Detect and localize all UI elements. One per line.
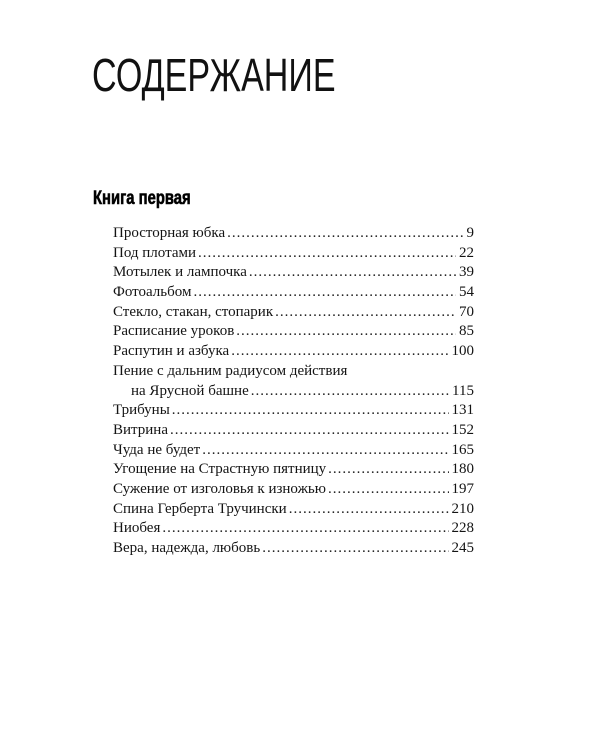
page-title: СОДЕРЖАНИЕ: [92, 49, 336, 101]
dot-leader: [262, 539, 448, 559]
toc-entry-title-line2: на Ярусной башне: [131, 382, 249, 399]
toc-entry-continuation: [113, 382, 474, 402]
toc-entry[interactable]: [113, 401, 474, 421]
toc-entry-title: Фотоальбом: [113, 284, 192, 301]
toc-entry[interactable]: [113, 303, 474, 323]
dot-leader: [328, 480, 449, 500]
dot-leader: [198, 244, 456, 264]
toc-entry[interactable]: [113, 480, 474, 500]
toc-entry-title: Стекло, стакан, стопарик: [113, 303, 274, 320]
toc-entry[interactable]: [113, 441, 474, 461]
toc-entry-page: 131: [451, 402, 474, 419]
toc-entry[interactable]: [113, 421, 474, 441]
toc-entry-title: Расписание уроков: [113, 323, 235, 340]
toc-entry-title: Просторная юбка: [113, 225, 226, 241]
toc-entry[interactable]: [113, 500, 474, 520]
dot-leader: [328, 460, 448, 480]
dot-leader: [170, 421, 449, 441]
dot-leader: [227, 224, 463, 244]
toc-entry[interactable]: [113, 224, 474, 244]
toc-entry-title: Сужение от изголовья к изножью: [113, 480, 326, 497]
toc-entry-title: Мотылек и лампочка: [113, 264, 247, 281]
toc-entry-page: 22: [459, 244, 474, 261]
toc-entry-title: Ниобея: [113, 520, 161, 537]
toc-entry-title: Трибуны: [113, 402, 170, 419]
toc-entry[interactable]: [113, 539, 474, 559]
toc-entry-page: 54: [459, 284, 474, 301]
dot-leader: [275, 303, 456, 323]
toc-entry[interactable]: [113, 460, 474, 480]
toc-entry[interactable]: [113, 322, 474, 342]
dot-leader: [249, 263, 456, 283]
dot-leader: [162, 519, 448, 539]
toc-entry-page: 70: [459, 303, 474, 320]
toc-entry-page: 115: [452, 382, 474, 399]
toc-entry-title: Спина Герберта Тручински: [113, 500, 287, 517]
toc-entry-page: 210: [451, 500, 474, 517]
toc-entry-title: Витрина: [113, 421, 168, 438]
dot-leader: [289, 500, 449, 520]
dot-leader: [236, 322, 456, 342]
toc-entry[interactable]: [113, 283, 474, 303]
toc-entry-page: 9: [466, 225, 474, 241]
toc-entry-page: 228: [451, 520, 474, 537]
toc-entry-title: Угощение на Страстную пятницу: [113, 461, 327, 478]
dot-leader: [193, 283, 456, 303]
toc-entry-page: 152: [451, 421, 474, 438]
toc-entry[interactable]: [113, 263, 474, 283]
toc-entry-title: Чуда не будет: [113, 441, 201, 458]
toc-entry-title: Вера, надежда, любовь: [113, 540, 261, 556]
toc-entry-page: 165: [451, 441, 474, 458]
toc-entry-page: 180: [451, 461, 474, 478]
dot-leader: [251, 382, 449, 402]
dot-leader: [231, 342, 448, 362]
toc-entry-title: Под плотами: [113, 244, 197, 261]
toc-entry-page: 39: [459, 264, 474, 281]
toc-entry[interactable]: [113, 342, 474, 362]
toc-entry-title-line1: Пение с дальним радиусом действия: [113, 362, 348, 379]
toc-entry-page: 197: [451, 480, 474, 497]
toc-entry-page: 85: [459, 323, 474, 340]
toc-entry[interactable]: [113, 362, 474, 401]
dot-leader: [172, 401, 449, 421]
toc-entry-title: Распутин и азбука: [113, 343, 230, 360]
toc-entry-page: 100: [451, 343, 474, 360]
toc-entry[interactable]: [113, 519, 474, 539]
toc-entry-page: 245: [451, 540, 474, 556]
toc-entry[interactable]: [113, 244, 474, 264]
section-heading: Книга первая: [93, 188, 191, 209]
table-of-contents: [113, 224, 474, 559]
dot-leader: [202, 441, 448, 461]
